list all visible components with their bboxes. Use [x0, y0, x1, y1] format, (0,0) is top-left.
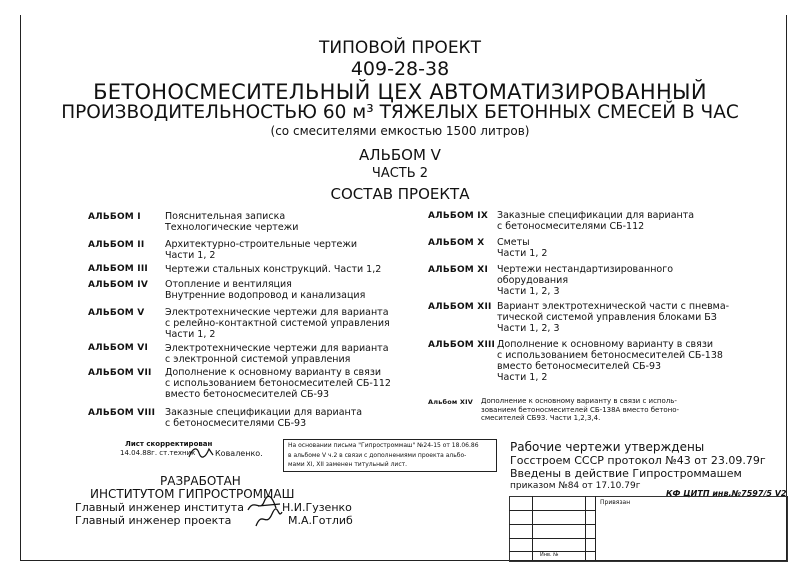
- album-label: АЛЬБОМ IX: [428, 211, 488, 221]
- archive-stamp-text: КФ ЦИТП инв.№7597/5 V2: [666, 489, 787, 498]
- album-description: Пояснительная записка Технологические чертежи: [165, 211, 299, 233]
- chief-institute-name: Н.И.Гузенко: [282, 501, 352, 514]
- letter-box-line1: На основании письма "Гипростроммаш" №24-15 от 18.06.86: [288, 442, 479, 449]
- chief-project-role: Главный инженер проекта: [75, 514, 232, 527]
- signature-korrektor: [187, 445, 215, 461]
- album-label: АЛЬБОМ II: [88, 240, 145, 250]
- album-label: АЛЬБОМ XI: [428, 265, 488, 275]
- album-label: Альбом XIV: [428, 398, 473, 406]
- stamp-privyazan: Привязан: [600, 499, 631, 506]
- stamp-inv-label: Инв. №: [540, 552, 559, 558]
- correction-note-line2: 14.04.88г. ст.техник: [120, 449, 196, 457]
- letter-box-line3: мами XI, XII заменен титульный лист.: [288, 461, 408, 468]
- album-label: АЛЬБОМ VIII: [88, 408, 156, 418]
- stamp-divider-h3: [509, 538, 595, 539]
- album-description: Чертежи стальных конструкций. Части 1,2: [165, 264, 382, 275]
- album-description: Дополнение к основному варианту в связи с использованием бетоносмесителей СБ-112 вместо бетоносмесителей СБ-93: [165, 367, 391, 400]
- album-description: Чертежи нестандартизированного оборудования Части 1, 2, 3: [497, 264, 674, 297]
- album-description: Отопление и вентиляция Внутренние водопровод и канализация: [165, 279, 366, 301]
- composition-heading: СОСТАВ ПРОЕКТА: [330, 185, 470, 203]
- album-description: Дополнение к основному варианту в связи с использованием бетоносмесителей СБ-138 вместо бетоносмесителей СБ-93 Части 1, 2: [497, 339, 723, 383]
- album-label: АЛЬБОМ XII: [428, 302, 492, 312]
- part-heading: ЧАСТЬ 2: [371, 166, 429, 181]
- developer-institute: ИНСТИТУТОМ ГИПРОСТРОММАШ: [90, 487, 295, 501]
- project-type: ТИПОВОЙ ПРОЕКТ: [318, 38, 482, 58]
- correction-note-name: Коваленко.: [215, 449, 263, 458]
- approval-line2: Госстроем СССР протокол №43 от 23.09.79г: [510, 454, 766, 467]
- stamp-divider-h1: [509, 510, 595, 511]
- stamp-divider-v3: [595, 496, 596, 560]
- album-label: АЛЬБОМ IV: [88, 280, 149, 290]
- album-label: АЛЬБОМ VI: [88, 343, 149, 353]
- title-line-3: (со смесителями емкостью 1500 литров): [270, 124, 530, 138]
- chief-project-name: М.А.Готлиб: [288, 514, 353, 527]
- letter-box: [283, 439, 497, 472]
- approval-line4: приказом №84 от 17.10.79г: [510, 481, 641, 491]
- album-label: АЛЬБОМ X: [428, 238, 485, 248]
- album-label: АЛЬБОМ III: [88, 264, 148, 274]
- album-label: АЛЬБОМ I: [88, 212, 141, 222]
- title-line-2: ПРОИЗВОДИТЕЛЬНОСТЬЮ 60 м³ ТЯЖЕЛЫХ БЕТОННЫХ СМЕСЕЙ В ЧАС: [61, 102, 739, 123]
- album-description: Вариант электротехнической части с пневма- тической системой управления блоками БЗ Части 1, 2, 3: [497, 301, 730, 334]
- stamp-divider-h2: [509, 524, 595, 525]
- album-description: Сметы Части 1, 2: [497, 237, 548, 259]
- title-line-1: БЕТОНОСМЕСИТЕЛЬНЫЙ ЦЕХ АВТОМАТИЗИРОВАННЫЙ: [93, 80, 707, 104]
- chief-institute-role: Главный инженер института: [75, 501, 244, 514]
- album-label: АЛЬБОМ XIII: [428, 340, 496, 350]
- album-label: АЛЬБОМ VII: [88, 368, 152, 378]
- correction-note-line1: Лист скорректирован: [125, 440, 213, 448]
- album-heading: АЛЬБОМ V: [359, 146, 441, 164]
- album-description: Электротехнические чертежи для варианта с релейно-контактной системой управления Части 1, 2: [165, 307, 390, 340]
- album-description: Электротехнические чертежи для варианта с электронной системой управления: [165, 343, 389, 365]
- album-description: Архитектурно-строительные чертежи Части 1, 2: [165, 239, 358, 261]
- album-description: Заказные спецификации для варианта с бетоносмесителями СБ-93: [165, 407, 363, 429]
- signature-gotlib: [252, 508, 284, 530]
- approval-line1: Рабочие чертежи утверждены: [510, 440, 705, 454]
- project-number: 409-28-38: [350, 58, 450, 80]
- album-label: АЛЬБОМ V: [88, 308, 145, 318]
- developer-heading: РАЗРАБОТАН: [160, 474, 241, 488]
- album-description: Дополнение к основному варианту в связи с исполь- зованием бетоносмесителей СБ-138А вместо бетоно- смесителей СБ93. Части 1,2,3,4.: [481, 397, 680, 422]
- approval-line3: Введены в действие Гипростроммашем: [510, 467, 742, 480]
- letter-box-line2: в альбоме V ч.2 в связи с дополнениями проекта альбо-: [288, 452, 467, 459]
- album-description: Заказные спецификации для варианта с бетоносмесителями СБ-112: [497, 210, 695, 232]
